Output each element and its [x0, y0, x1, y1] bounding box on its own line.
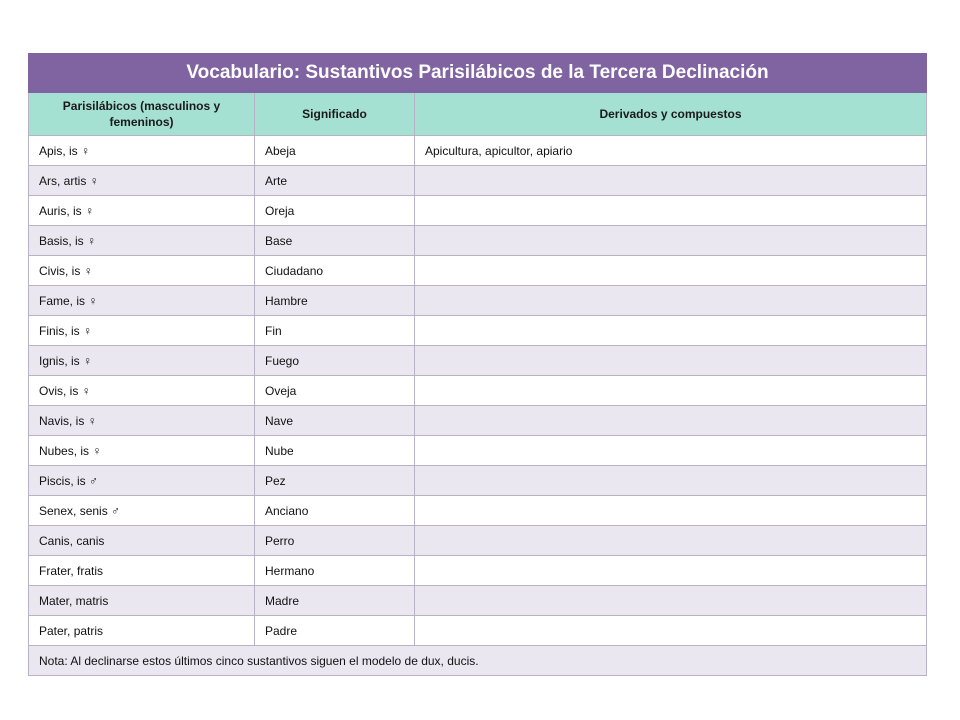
table-cell-meaning: Arte [255, 166, 415, 196]
table-cell-noun: Senex, senis ♂ [29, 496, 255, 526]
table-cell-derivatives [415, 586, 927, 616]
table-row [29, 286, 927, 316]
table-row [29, 226, 927, 256]
table-row [29, 136, 927, 166]
table-cell-derivatives [415, 256, 927, 286]
table-row [29, 436, 927, 466]
table-cell-meaning: Fuego [255, 346, 415, 376]
table-row [29, 526, 927, 556]
table-cell-derivatives [415, 226, 927, 256]
table-cell-derivatives [415, 526, 927, 556]
table-cell-noun: Auris, is ♀ [29, 196, 255, 226]
table-cell-meaning: Hermano [255, 556, 415, 586]
table-cell-derivatives [415, 556, 927, 586]
table-cell-derivatives: Apicultura, apicultor, apiario [415, 136, 927, 166]
table-cell-derivatives [415, 466, 927, 496]
table-row [29, 556, 927, 586]
table-cell-meaning: Base [255, 226, 415, 256]
table-row [29, 256, 927, 286]
table-cell-noun: Fame, is ♀ [29, 286, 255, 316]
table-cell-derivatives [415, 616, 927, 646]
table-row [29, 616, 927, 646]
table-cell-derivatives [415, 406, 927, 436]
table-title: Vocabulario: Sustantivos Parisilábicos de la Tercera Declinación [29, 54, 927, 93]
table-cell-meaning: Oreja [255, 196, 415, 226]
table-header-row [29, 93, 927, 136]
table-cell-derivatives [415, 346, 927, 376]
column-header-significado: Significado [255, 93, 415, 136]
table-row [29, 196, 927, 226]
table-note: Nota: Al declinarse estos últimos cinco sustantivos siguen el modelo de dux, ducis. [29, 646, 927, 676]
table-cell-noun: Canis, canis [29, 526, 255, 556]
table-cell-meaning: Padre [255, 616, 415, 646]
table-cell-derivatives [415, 286, 927, 316]
table-cell-meaning: Nave [255, 406, 415, 436]
table-cell-noun: Basis, is ♀ [29, 226, 255, 256]
table-cell-meaning: Ciudadano [255, 256, 415, 286]
table-cell-noun: Navis, is ♀ [29, 406, 255, 436]
table-cell-derivatives [415, 376, 927, 406]
table-cell-noun: Mater, matris [29, 586, 255, 616]
table-row [29, 166, 927, 196]
column-header-derivados: Derivados y compuestos [415, 93, 927, 136]
vocabulary-table [28, 53, 927, 676]
vocabulary-table-container [28, 53, 926, 676]
table-cell-meaning: Oveja [255, 376, 415, 406]
table-cell-derivatives [415, 496, 927, 526]
table-note-row [29, 646, 927, 676]
table-body [29, 136, 927, 646]
table-cell-meaning: Anciano [255, 496, 415, 526]
table-cell-noun: Pater, patris [29, 616, 255, 646]
table-row [29, 586, 927, 616]
table-cell-derivatives [415, 436, 927, 466]
table-cell-noun: Finis, is ♀ [29, 316, 255, 346]
table-cell-noun: Piscis, is ♂ [29, 466, 255, 496]
table-cell-derivatives [415, 196, 927, 226]
table-cell-derivatives [415, 316, 927, 346]
table-cell-meaning: Abeja [255, 136, 415, 166]
table-title-row [29, 54, 927, 93]
table-cell-noun: Ignis, is ♀ [29, 346, 255, 376]
table-cell-meaning: Nube [255, 436, 415, 466]
table-cell-noun: Ars, artis ♀ [29, 166, 255, 196]
table-row [29, 376, 927, 406]
table-row [29, 496, 927, 526]
table-row [29, 406, 927, 436]
table-cell-noun: Ovis, is ♀ [29, 376, 255, 406]
table-cell-meaning: Madre [255, 586, 415, 616]
table-cell-meaning: Perro [255, 526, 415, 556]
table-cell-meaning: Hambre [255, 286, 415, 316]
table-cell-noun: Apis, is ♀ [29, 136, 255, 166]
table-row [29, 316, 927, 346]
table-cell-noun: Nubes, is ♀ [29, 436, 255, 466]
table-cell-noun: Civis, is ♀ [29, 256, 255, 286]
table-row [29, 346, 927, 376]
table-cell-derivatives [415, 166, 927, 196]
table-cell-meaning: Fin [255, 316, 415, 346]
table-row [29, 466, 927, 496]
table-cell-meaning: Pez [255, 466, 415, 496]
column-header-parisilabicos: Parisilábicos (masculinos y femeninos) [29, 93, 255, 136]
table-cell-noun: Frater, fratis [29, 556, 255, 586]
